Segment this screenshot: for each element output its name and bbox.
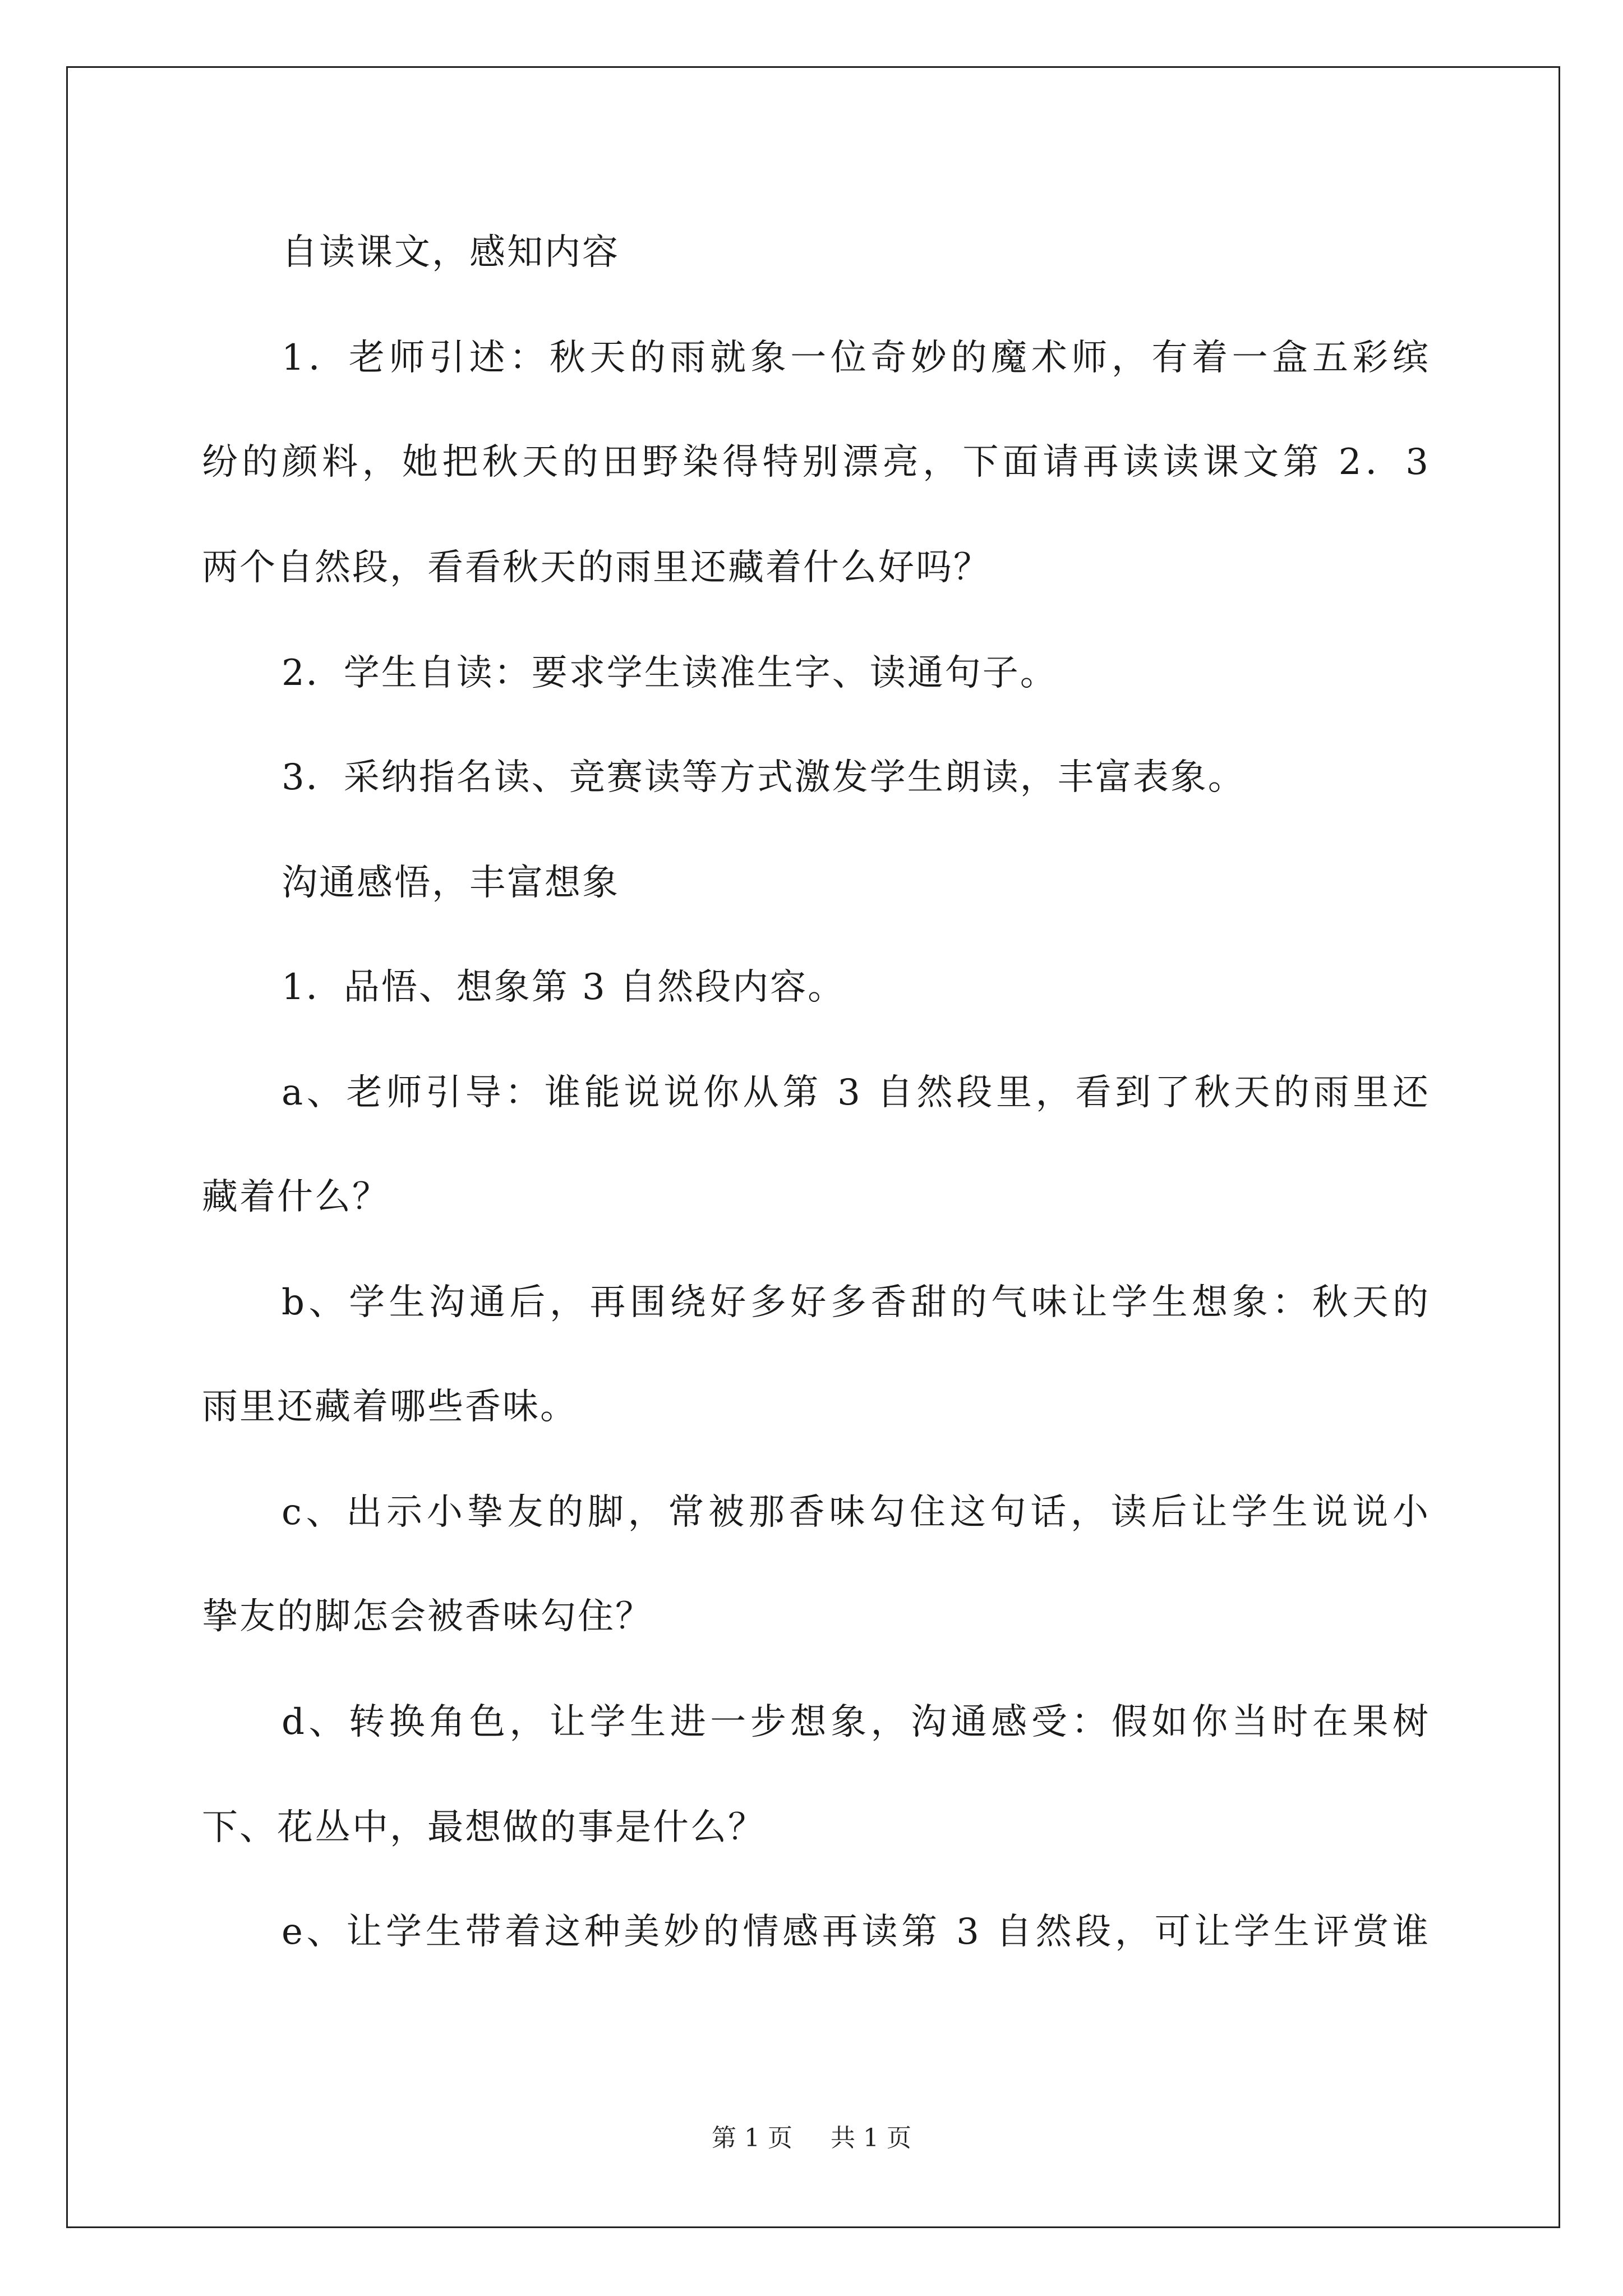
paragraph-line: 2．学生自读：要求学生读准生字、读通句子。 — [282, 652, 1058, 694]
paragraph-line: 雨里还藏着哪些香味。 — [202, 1386, 578, 1428]
paragraph-line: d、转换角色，让学生进一步想象，沟通感受：假如你当时在果树 — [282, 1701, 1430, 1743]
paragraph-line: 挚友的脚怎会被香味勾住？ — [202, 1596, 653, 1637]
paragraph-line: b、学生沟通后，再围绕好多好多香甜的气味让学生想象：秋天的 — [282, 1282, 1430, 1323]
page-footer — [0, 2126, 1623, 2151]
paragraph-line: 1．老师引述：秋天的雨就象一位奇妙的魔术师，有着一盒五彩缤 — [282, 337, 1430, 379]
paragraph-line: e、让学生带着这种美妙的情感再读第 3 自然段，可让学生评赏谁 — [282, 1911, 1430, 1953]
page-number: 第 1 页 — [712, 2124, 792, 2152]
section-heading: 自读课文，感知内容 — [282, 232, 620, 273]
page-border — [66, 66, 1560, 2228]
paragraph-line: 1．品悟、想象第 3 自然段内容。 — [282, 967, 846, 1008]
paragraph-line: a、老师引导：谁能说说你从第 3 自然段里，看到了秋天的雨里还 — [282, 1072, 1430, 1114]
paragraph-line: c、出示小挚友的脚，常被那香味勾住这句话，读后让学生说说小 — [282, 1492, 1430, 1533]
page-total: 共 1 页 — [831, 2124, 911, 2152]
paragraph-line: 3．采纳指名读、竞赛读等方式激发学生朗读，丰富表象。 — [282, 757, 1246, 798]
section-heading: 沟通感悟，丰富想象 — [282, 862, 620, 904]
paragraph-line: 纷的颜料，她把秋天的田野染得特别漂亮，下面请再读读课文第 2．3 — [202, 441, 1430, 483]
paragraph-line: 两个自然段，看看秋天的雨里还藏着什么好吗？ — [202, 547, 991, 588]
paragraph-line: 藏着什么？ — [202, 1176, 390, 1218]
paragraph-line: 下、花丛中，最想做的事是什么？ — [202, 1807, 766, 1848]
